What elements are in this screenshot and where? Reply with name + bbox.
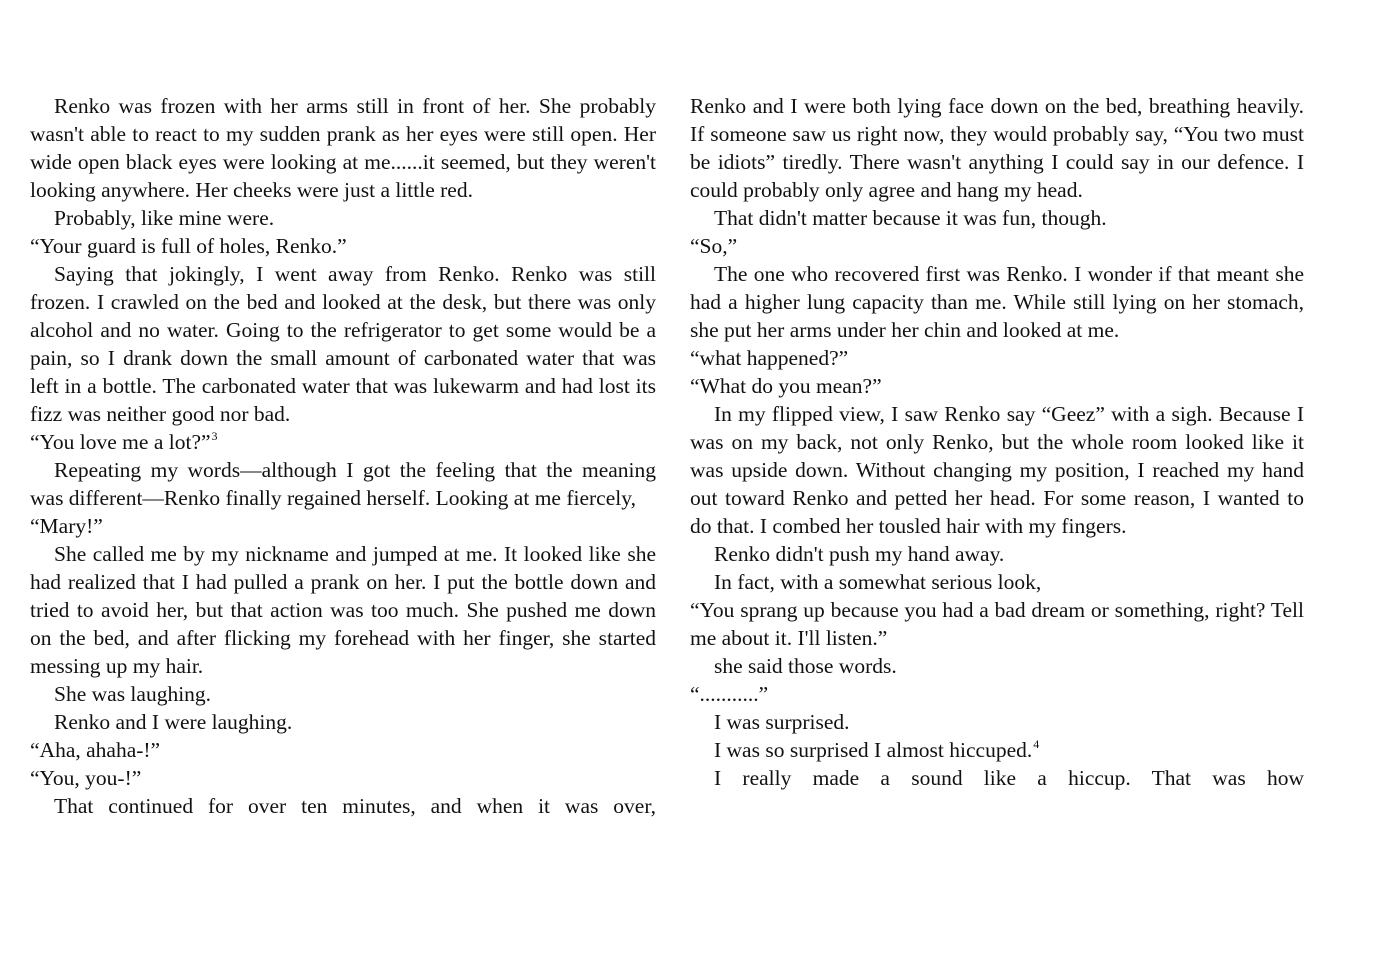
paragraph: [30, 204, 656, 232]
paragraph-text: “Aha, ahaha-!”: [30, 738, 161, 762]
paragraph-text: Saying that jokingly, I went away from Renko. Renko was still frozen. I crawled on the bed and looked at the desk, but there was only alcohol and no water. Going to the refrigerator to get some would be a pain, so I drank down the small amount of carbonated water that was left in a bottle. The carbonated water that was lukewarm and had lost its fizz was neither good nor bad.: [30, 262, 656, 426]
footnote-marker: 4: [1033, 736, 1040, 751]
paragraph-text: she said those words.: [714, 654, 897, 678]
footnote-marker: 3: [211, 428, 218, 443]
paragraph-text: She was laughing.: [54, 682, 212, 706]
paragraph: [30, 764, 656, 792]
paragraph: [690, 232, 1304, 260]
paragraph-text: “what happened?”: [690, 346, 849, 370]
right-text-column: [690, 92, 1304, 792]
paragraph: [690, 764, 1304, 792]
paragraph-text: “So,”: [690, 234, 738, 258]
paragraph-text: The one who recovered first was Renko. I wonder if that meant she had a higher lung capacity than me. While still lying on her stomach, she put her arms under her chin and looked at me.: [690, 262, 1304, 342]
paragraph: [690, 652, 1304, 680]
paragraph: [690, 736, 1304, 764]
paragraph: [30, 736, 656, 764]
paragraph-text: “...........”: [690, 682, 769, 706]
paragraph: [690, 540, 1304, 568]
paragraph: [30, 540, 656, 680]
paragraph: [30, 456, 656, 512]
paragraph-text: “You love me a lot?”: [30, 430, 211, 454]
paragraph-text: She called me by my nickname and jumped at me. It looked like she had realized that I had pulled a prank on her. I put the bottle down and tried to avoid her, but that action was too much. She pushed me down on the bed, and after flicking my forehead with her finger, she started messing up my hair.: [30, 542, 656, 678]
paragraph-text: Renko didn't push my hand away.: [714, 542, 1005, 566]
paragraph-text: Renko and I were laughing.: [54, 710, 293, 734]
paragraph-text: Repeating my words—although I got the feeling that the meaning was different—Renko finally regained herself. Looking at me fiercely,: [30, 458, 656, 510]
paragraph: [690, 344, 1304, 372]
paragraph: [690, 372, 1304, 400]
paragraph-text: I was so surprised I almost hiccuped.: [714, 738, 1033, 762]
paragraph-text: That didn't matter because it was fun, though.: [714, 206, 1107, 230]
paragraph-text: I really made a sound like a hiccup. That was how: [714, 766, 1304, 790]
paragraph: [30, 680, 656, 708]
paragraph: [30, 92, 656, 204]
paragraph-text: “You sprang up because you had a bad dream or something, right? Tell me about it. I'll listen.”: [690, 598, 1304, 650]
paragraph: [690, 680, 1304, 708]
paragraph: [690, 92, 1304, 204]
left-text-column: [30, 92, 656, 820]
paragraph: [30, 708, 656, 736]
paragraph-text: “What do you mean?”: [690, 374, 882, 398]
paragraph-text: Probably, like mine were.: [54, 206, 275, 230]
paragraph: [30, 260, 656, 428]
paragraph-text: “You, you-!”: [30, 766, 142, 790]
paragraph: [690, 400, 1304, 540]
paragraph-text: Renko and I were both lying face down on the bed, breathing heavily. If someone saw us right now, they would probably say, “You two must be idiots” tiredly. There wasn't anything I could say in our defence. I could probably only agree and hang my head.: [690, 94, 1304, 202]
paragraph-text: That continued for over ten minutes, and when it was over,: [54, 794, 656, 818]
paragraph: [30, 428, 656, 456]
paragraph: [690, 260, 1304, 344]
paragraph-text: I was surprised.: [714, 710, 850, 734]
paragraph: [690, 708, 1304, 736]
paragraph: [30, 792, 656, 820]
paragraph-text: In fact, with a somewhat serious look,: [714, 570, 1042, 594]
paragraph: [690, 568, 1304, 596]
paragraph-text: “Your guard is full of holes, Renko.”: [30, 234, 347, 258]
paragraph: [30, 232, 656, 260]
paragraph: [690, 596, 1304, 652]
paragraph-text: In my flipped view, I saw Renko say “Geez” with a sigh. Because I was on my back, not only Renko, but the whole room looked like it was upside down. Without changing my position, I reached my hand out toward Renko and petted her head. For some reason, I wanted to do that. I combed her tousled hair with my fingers.: [690, 402, 1304, 538]
paragraph-text: Renko was frozen with her arms still in front of her. She probably wasn't able to react to my sudden prank as her eyes were still open. Her wide open black eyes were looking at me......it seemed, but they weren't looking anywhere. Her cheeks were just a little red.: [30, 94, 656, 202]
paragraph: [30, 512, 656, 540]
paragraph-text: “Mary!”: [30, 514, 103, 538]
paragraph: [690, 204, 1304, 232]
